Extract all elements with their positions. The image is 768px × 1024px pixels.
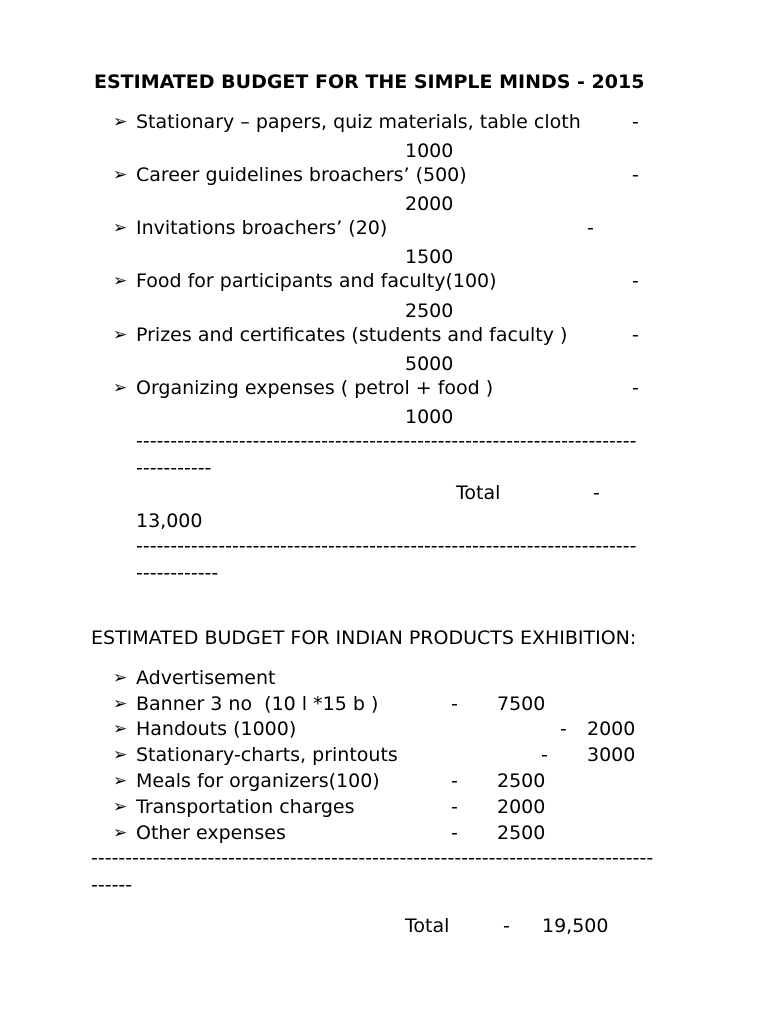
section2-item-amount: 7500 bbox=[497, 693, 546, 715]
total-label: Total bbox=[456, 482, 501, 504]
section2-item-dash: - bbox=[451, 770, 458, 792]
arrow-bullet-icon: ➢ bbox=[113, 271, 128, 291]
section1-item-dash: - bbox=[587, 217, 594, 239]
section2-title: ESTIMATED BUDGET FOR INDIAN PRODUCTS EXHIBITION: bbox=[91, 627, 637, 649]
divider: ------------------------------------------------------------------------- bbox=[136, 535, 637, 557]
section2-item-label: Meals for organizers(100) bbox=[136, 770, 380, 792]
section2-item-label: Other expenses bbox=[136, 822, 286, 844]
section1-item-dash: - bbox=[632, 324, 639, 346]
section2-item-label: Handouts (1000) bbox=[136, 718, 297, 740]
section2-item-label: Banner 3 no (10 l *15 b ) bbox=[136, 693, 379, 715]
section1-item-dash: - bbox=[632, 270, 639, 292]
arrow-bullet-icon: ➢ bbox=[113, 165, 128, 185]
section1-item-amount: 1000 bbox=[405, 406, 454, 428]
section2-item-dash: - bbox=[541, 744, 548, 766]
section2-item-dash: - bbox=[560, 718, 567, 740]
section2-item-label: Advertisement bbox=[136, 667, 276, 689]
arrow-bullet-icon: ➢ bbox=[113, 378, 128, 398]
section2-item-label: Stationary-charts, printouts bbox=[136, 744, 398, 766]
section1-title: ESTIMATED BUDGET FOR THE SIMPLE MINDS - 2015 bbox=[94, 71, 645, 93]
section1-item-label: Invitations broachers’ (20) bbox=[136, 217, 388, 239]
total-label: Total bbox=[405, 915, 450, 937]
section1-item-amount: 1000 bbox=[405, 140, 454, 162]
section2-item-amount: 2500 bbox=[497, 770, 546, 792]
divider: ---------------------------------------------------------------------------------- bbox=[91, 847, 654, 869]
arrow-bullet-icon: ➢ bbox=[113, 719, 128, 739]
section1-item-amount: 2000 bbox=[405, 193, 454, 215]
section1-item-label: Career guidelines broachers’ (500) bbox=[136, 164, 467, 186]
total-value: 13,000 bbox=[136, 510, 203, 532]
total-dash: - bbox=[593, 482, 600, 504]
arrow-bullet-icon: ➢ bbox=[113, 694, 128, 714]
total-value: 19,500 bbox=[542, 915, 609, 937]
section1-item-label: Stationary – papers, quiz materials, table cloth bbox=[136, 111, 581, 133]
arrow-bullet-icon: ➢ bbox=[113, 771, 128, 791]
divider: ------ bbox=[91, 874, 133, 896]
section1-item-label: Food for participants and faculty(100) bbox=[136, 270, 497, 292]
divider: ------------------------------------------------------------------------- bbox=[136, 430, 637, 452]
section1-item-amount: 2500 bbox=[405, 300, 454, 322]
arrow-bullet-icon: ➢ bbox=[113, 745, 128, 765]
total-dash: - bbox=[503, 915, 510, 937]
section1-item-dash: - bbox=[632, 377, 639, 399]
section1-item-dash: - bbox=[632, 111, 639, 133]
section2-item-dash: - bbox=[451, 693, 458, 715]
section2-item-dash: - bbox=[451, 822, 458, 844]
section2-item-amount: 3000 bbox=[587, 744, 636, 766]
divider: ------------ bbox=[136, 562, 219, 584]
section2-item-dash: - bbox=[451, 796, 458, 818]
arrow-bullet-icon: ➢ bbox=[113, 325, 128, 345]
section2-item-amount: 2000 bbox=[587, 718, 636, 740]
arrow-bullet-icon: ➢ bbox=[113, 218, 128, 238]
section1-item-amount: 5000 bbox=[405, 353, 454, 375]
divider: ----------- bbox=[136, 457, 212, 479]
arrow-bullet-icon: ➢ bbox=[113, 823, 128, 843]
section1-item-dash: - bbox=[632, 164, 639, 186]
arrow-bullet-icon: ➢ bbox=[113, 668, 128, 688]
section1-item-label: Prizes and certificates (students and faculty ) bbox=[136, 324, 568, 346]
section1-item-label: Organizing expenses ( petrol + food ) bbox=[136, 377, 494, 399]
section1-item-amount: 1500 bbox=[405, 246, 454, 268]
section2-item-label: Transportation charges bbox=[136, 796, 355, 818]
arrow-bullet-icon: ➢ bbox=[113, 112, 128, 132]
section2-item-amount: 2500 bbox=[497, 822, 546, 844]
arrow-bullet-icon: ➢ bbox=[113, 797, 128, 817]
section2-item-amount: 2000 bbox=[497, 796, 546, 818]
